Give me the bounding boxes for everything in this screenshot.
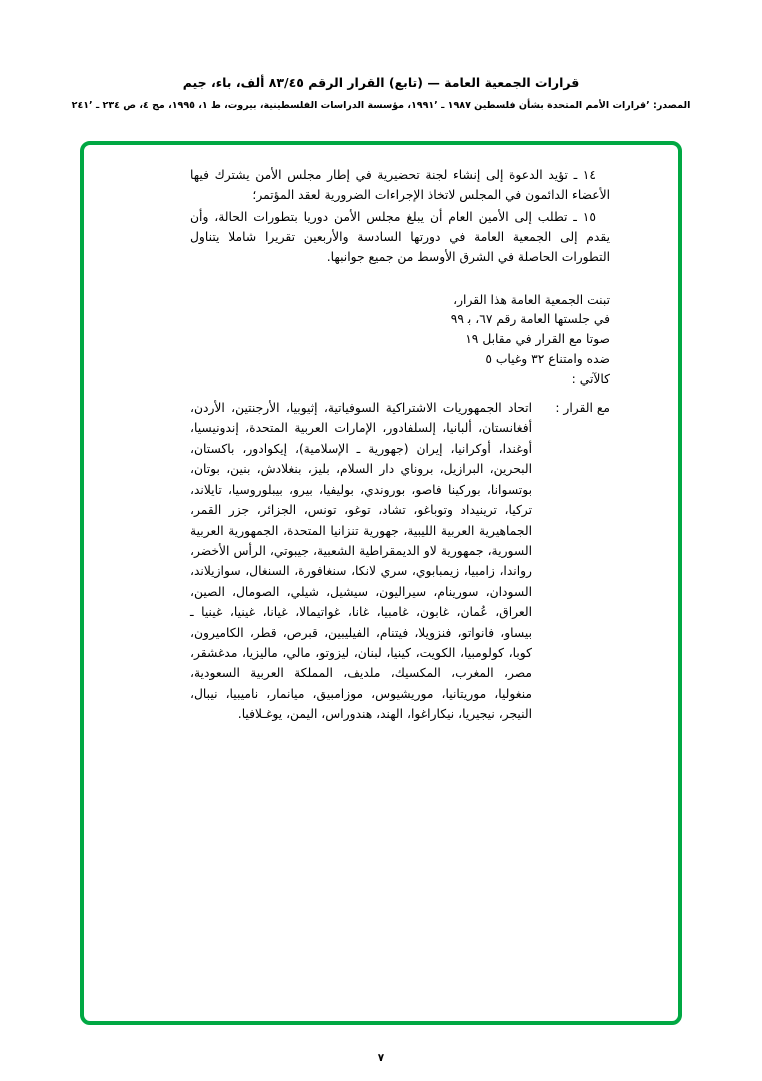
vote-in-favour-label: مع القرار : — [555, 401, 610, 416]
page-title: قرارات الجمعية العامة — (تابع) القرار الرقم ٨٣/٤٥ ألف، باء، جيم — [182, 75, 580, 90]
page-number: ٧ — [377, 1052, 385, 1064]
adoption-line-4: ضده وامتناع ٣٢ وغياب ٥ — [485, 352, 610, 367]
as-follows-label: كالآتي : — [571, 372, 610, 387]
vote-in-favour-countries: اتحاد الجمهوريات الاشتراكية السوفياتية، إثيوبيا، الأرجنتين، الأردن، أفغانستان، ألبانيا، إلسلفادور، الإمارات العربية المتحدة، إندونيسيا، أوغندا، أوكرانيا، إيران (جهورية ـ الإسلامية)، إيكوادور، باكستان، البحرين، البرازيل، بروناي دار السلام، بليز، بنغلادش، بنين، بوتان، بوتسوانا، بوركينا فاصو، بوروندي، بوليفيا، بيرو، بيبلوروسيا، تايلاند، تركيا، ترينيداد وتوباغو، تشاد، توغو، تونس، الجزائر، جزر القمر، الجماهيرية العربية الليبية، جهورية تنزانيا المتحدة، الجمهورية العربية السورية، جمهورية لاو الديمقراطية الشعبية، جيبوتي، الرأس الأخضر، رواندا، زامبيا، زيمبابوي، سري لانكا، سنغافورة، السنغال، سوازيلاند، السودان، سورينام، سيراليون، سيشيل، شيلي، الصومال، الصين، العراق، عُمان، غابون، غامبيا، غانا، غواتيمالا، غيانا، غينيا، غينيا ـ بيساو، فانواتو، فنزويلا، فيتنام، الفيليبين، قبرص، قطر، الكاميرون، كوبا، كولومبيا، الكويت، كينيا، لبنان، ليزوتو، مالي، ماليزيا، مدغشقر، مصر، المغرب، المكسيك، ملديف، المملكة العربية السعودية، منغوليا، موريتانيا، موريشيوس، موزامبيق، ميانمار، ناميبيا، نيبال، النيجر، نيجيريا، نيكاراغوا، الهند، هندوراس، اليمن، يوغـلافيا. — [190, 401, 532, 722]
adoption-line-3: صوتا مع القرار في مقابل ١٩ — [465, 332, 610, 347]
adoption-block — [190, 291, 610, 391]
source-citation: المصدر: ٬قرارات الأمم المتحدة بشأن فلسطين ١٩٨٧ ـ ١٩٩١٬، مؤسسة الدراسات الفلسطينية، بيروت، ط ١، ١٩٩٥، مج ٤، ص ٢٣٤ ـ ٢٤١٬ — [71, 99, 691, 111]
vote-in-favour-row — [190, 398, 610, 725]
paragraph-15: ١٥ ـ تطلب إلى الأمين العام أن يبلغ مجلس الأمن دوريا بتطورات الحالة، وأن يقدم إلى الجمعية العامة في دورتها السادسة والأربعين تقريرا شاملا يتناول التطورات الحاصلة في الشرق الأوسط من جميع جوانبها. — [190, 209, 610, 264]
adoption-line-2: في جلستها العامة رقم ٦٧، ﺑ ٩٩ — [450, 312, 610, 327]
document-body — [190, 166, 610, 725]
adoption-line-1: تبنت الجمعية العامة هذا القرار، — [453, 292, 610, 307]
paragraph-14: ١٤ ـ تؤيد الدعوة إلى إنشاء لجنة تحضيرية في إطار مجلس الأمن يشترك فيها الأعضاء الدائمون في المجلس لاتخاذ الإجراءات الضرورية لعقد المؤتمر؛ — [190, 168, 610, 202]
spacer — [190, 270, 610, 281]
page-header — [0, 74, 762, 112]
